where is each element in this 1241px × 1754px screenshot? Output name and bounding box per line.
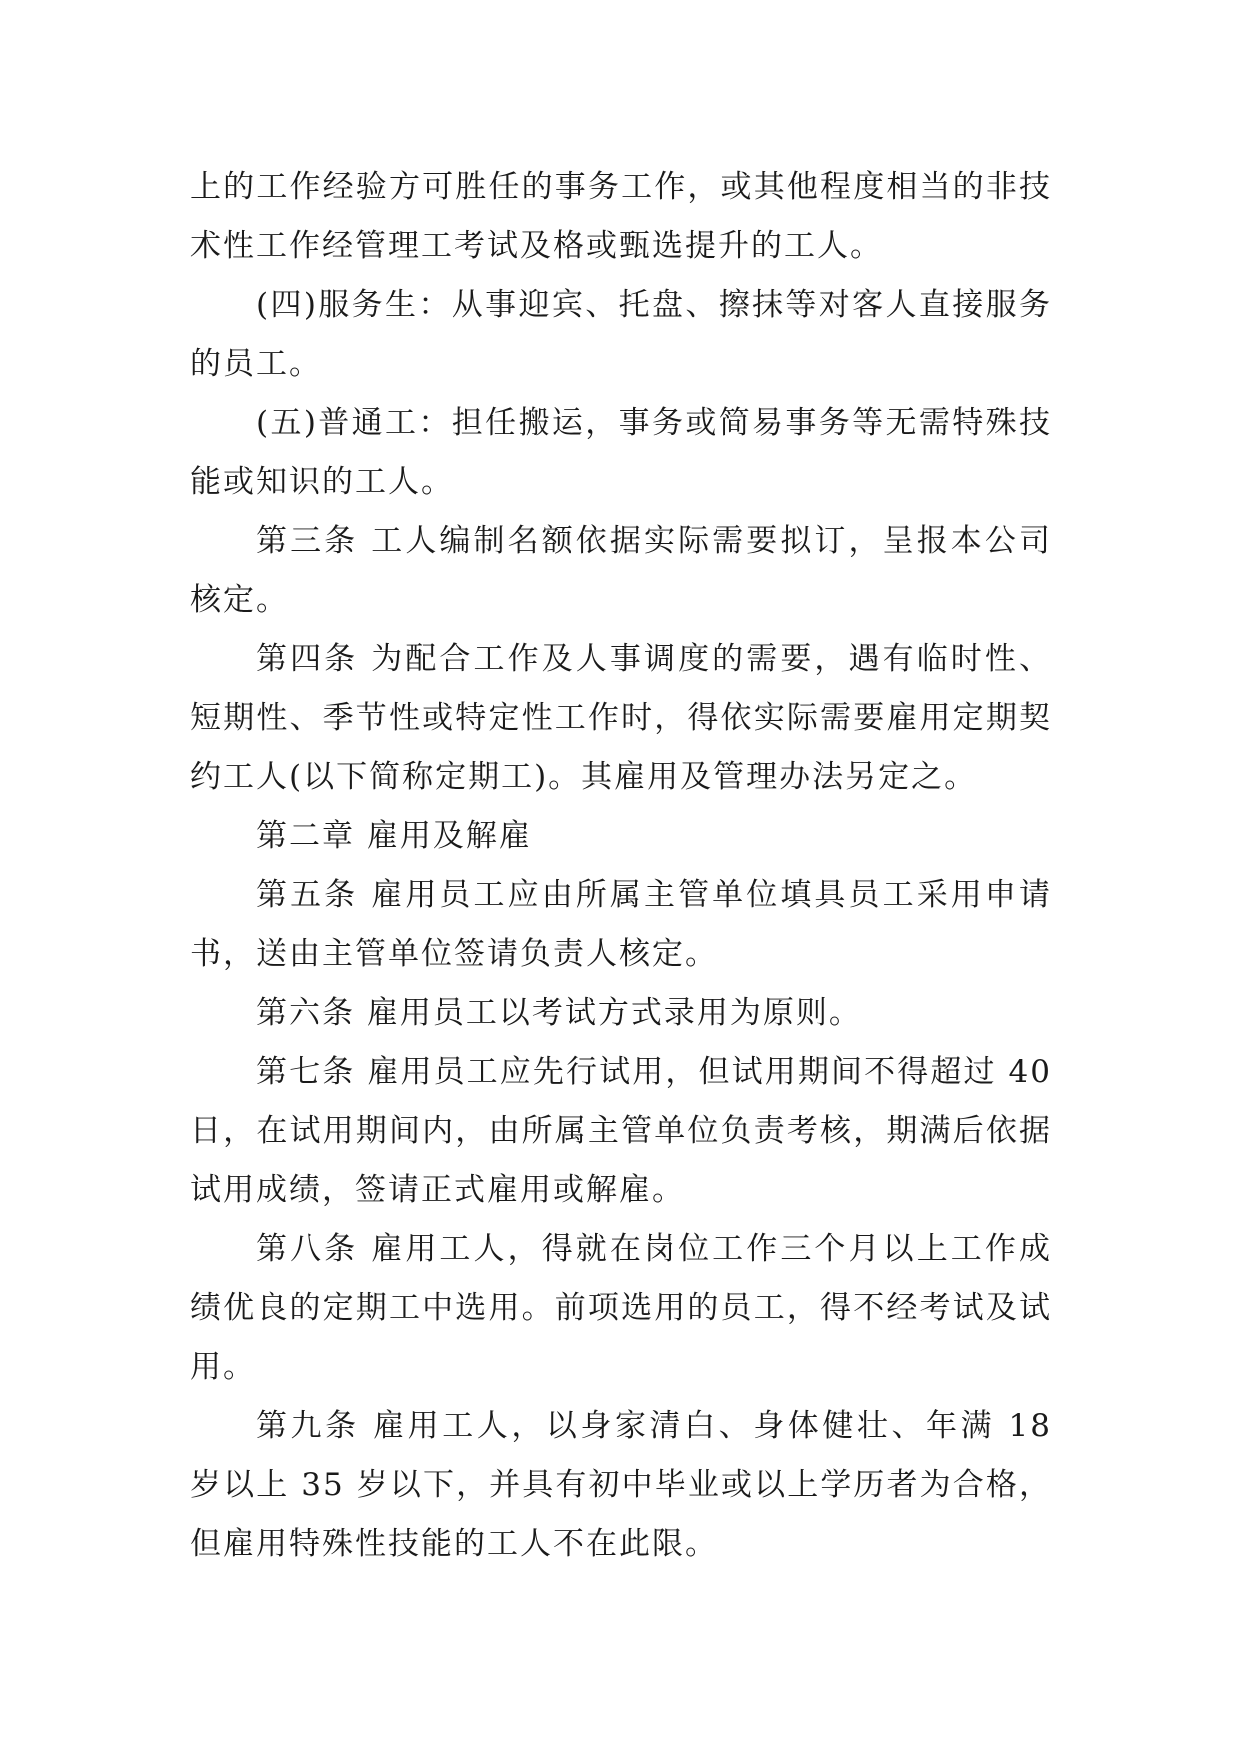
paragraph-article-4: 第四条 为配合工作及人事调度的需要，遇有临时性、短期性、季节性或特定性工作时，得依实际需要雇用定期契约工人(以下简称定期工)。其雇用及管理办法另定之。 (190, 641, 1052, 795)
paragraph-article-3: 第三条 工人编制名额依据实际需要拟订，呈报本公司核定。 (190, 523, 1052, 618)
paragraph-article-5: 第五条 雇用员工应由所属主管单位填具员工采用申请书，送由主管单位签请负责人核定。 (190, 877, 1052, 972)
paragraph-item-5-general-worker: (五)普通工：担任搬运，事务或简易事务等无需特殊技能或知识的工人。 (190, 405, 1052, 500)
paragraph-article-7: 第七条 雇用员工应先行试用，但试用期间不得超过 40日，在试用期间内，由所属主管单位负责考核，期满后依据试用成绩，签请正式雇用或解雇。 (190, 1054, 1052, 1208)
document-body (190, 158, 1052, 1574)
paragraph-article-8: 第八条 雇用工人，得就在岗位工作三个月以上工作成绩优良的定期工中选用。前项选用的员工，得不经考试及试用。 (190, 1231, 1052, 1385)
paragraph-continuation: 上的工作经验方可胜任的事务工作，或其他程度相当的非技术性工作经管理工考试及格或甄选提升的工人。 (190, 169, 1052, 264)
chapter-2-heading: 第二章 雇用及解雇 (256, 818, 532, 854)
paragraph-item-4-waiter: (四)服务生：从事迎宾、托盘、擦抹等对客人直接服务的员工。 (190, 287, 1052, 382)
paragraph-article-9: 第九条 雇用工人，以身家清白、身体健壮、年满 18 岁以上 35 岁以下，并具有初中毕业或以上学历者为合格，但雇用特殊性技能的工人不在此限。 (190, 1408, 1052, 1562)
paragraph-article-6: 第六条 雇用员工以考试方式录用为原则。 (256, 995, 862, 1031)
